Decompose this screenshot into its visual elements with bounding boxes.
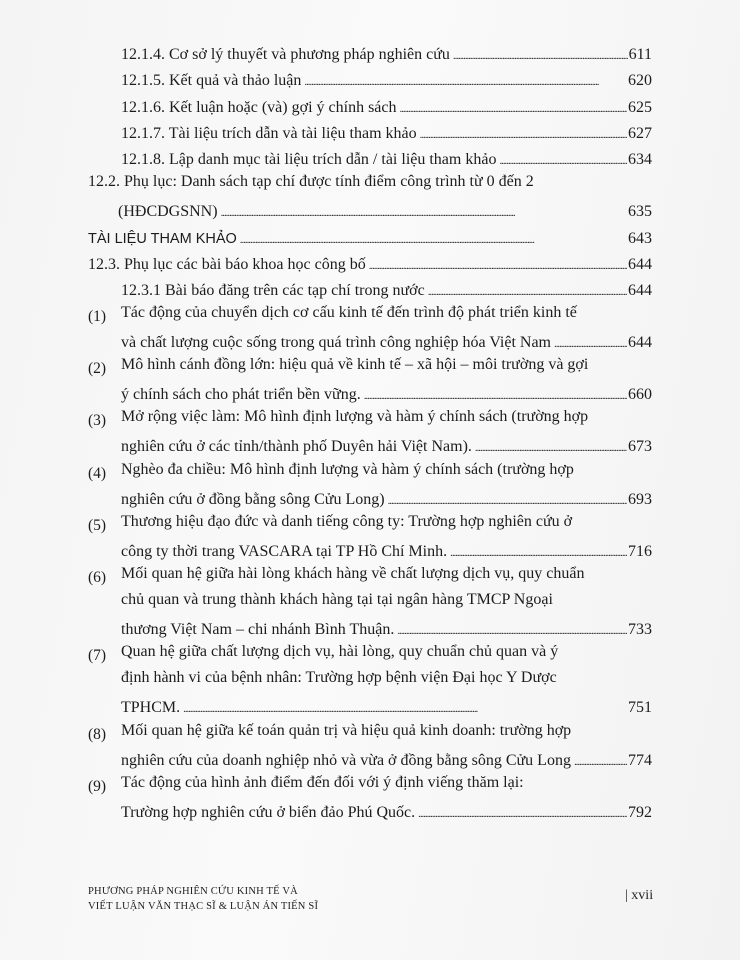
toc-entry-12-3-1[interactable] [121, 278, 652, 303]
dot-leader [450, 539, 627, 564]
toc-page-number: 625 [628, 99, 652, 116]
paper-title: Mối quan hệ giữa hài lòng khách hàng về chất lượng dịch vụ, quy chuẩn [121, 565, 585, 582]
paper-title-cont: nghiên cứu ở các tỉnh/thành phố Duyên hải Việt Nam). [121, 438, 472, 455]
paper-title-cont: TPHCM. [121, 699, 181, 716]
toc-entry-line [118, 199, 652, 224]
toc-entry-line [121, 800, 652, 825]
paper-number: (6) [88, 569, 107, 586]
paper-title-cont: công ty thời trang VASCARA tại TP Hồ Chí Minh. [121, 543, 448, 560]
toc-entry-title-cont: (HĐCDGSNN) [118, 203, 218, 220]
toc-entry-title: 12.3.1 Bài báo đăng trên các tạp chí trong nước [121, 282, 425, 299]
toc-entry-line [121, 695, 652, 720]
toc-entry-line [121, 408, 652, 433]
dot-leader [388, 487, 627, 512]
toc-entry-line [121, 774, 652, 799]
paper-title-cont: nghiên cứu của doanh nghiệp nhỏ và vừa ở đồng bằng sông Cửu Long [121, 752, 571, 769]
toc-entry-title: 12.1.7. Tài liệu trích dẫn và tài liệu tham khảo [121, 125, 417, 142]
dot-leader [574, 748, 627, 773]
toc-entry-12-3[interactable] [88, 252, 652, 277]
paper-title-cont: thương Việt Nam – chi nhánh Bình Thuận. [121, 621, 395, 638]
paper-title: Tác động của chuyển dịch cơ cấu kinh tế đến trình độ phát triển kinh tế [121, 304, 577, 321]
toc-entry-line [121, 356, 652, 381]
toc-page-number: 634 [628, 151, 652, 168]
toc-page-number: 673 [628, 438, 652, 455]
paper-title-cont: chủ quan và trung thành khách hàng tại tại ngân hàng TMCP Ngoại [121, 591, 553, 608]
toc-page-number: 716 [628, 543, 652, 560]
footer-line-2: VIẾT LUẬN VĂN THẠC SĨ & LUẬN ÁN TIẾN SĨ [88, 901, 319, 912]
paper-title: Thương hiệu đạo đức và danh tiếng công ty: Trường hợp nghiên cứu ở [121, 513, 573, 530]
toc-entry-line [121, 643, 652, 668]
paper-title-cont: định hành vi của bệnh nhân: Trường hợp bệnh viện Đại học Y Dược [121, 669, 557, 686]
toc-page-number: 644 [628, 282, 652, 299]
paper-number: (4) [88, 465, 107, 482]
toc-entry-references[interactable] [88, 226, 652, 251]
paper-title: Mở rộng việc làm: Mô hình định lượng và hàm ý chính sách (trường hợp [121, 408, 589, 425]
dot-leader [397, 617, 627, 642]
toc-entry-line [121, 669, 652, 694]
toc-page-number: 644 [628, 334, 652, 351]
toc-entry-12-1-4[interactable] [121, 42, 652, 67]
toc-entry-title: 12.1.6. Kết luận hoặc (và) gợi ý chính sách [121, 99, 397, 116]
paper-number: (1) [88, 308, 107, 325]
paper-title: Mối quan hệ giữa kế toán quản trị và hiệu quả kinh doanh: trường hợp [121, 722, 572, 739]
paper-number: (8) [88, 726, 107, 743]
toc-entry-title: 12.2. Phụ lục: Danh sách tạp chí được tính điểm công trình từ 0 đến 2 [88, 173, 534, 190]
toc-entry-line [121, 330, 652, 355]
dot-leader [428, 278, 627, 303]
dot-leader [475, 434, 627, 459]
toc-entry-12-1-8[interactable] [121, 147, 652, 172]
toc-page-number: 693 [628, 491, 652, 508]
dot-leader [240, 226, 627, 251]
toc-entry-line [121, 748, 652, 773]
dot-leader [554, 330, 627, 355]
toc-page-number: 611 [628, 46, 652, 63]
toc-page-number: 627 [628, 125, 652, 142]
dot-leader [453, 42, 628, 67]
toc-entry-12-1-6[interactable] [121, 95, 652, 120]
paper-title-cont: nghiên cứu ở đồng bằng sông Cửu Long) [121, 491, 385, 508]
toc-page-number: 660 [628, 386, 652, 403]
toc-page-number: 644 [628, 256, 652, 273]
paper-number: (2) [88, 360, 107, 377]
toc-entry-line [121, 617, 652, 642]
toc-page-number: 751 [628, 699, 652, 716]
toc-entry-12-1-7[interactable] [121, 121, 652, 146]
toc-entry-line [121, 382, 652, 407]
toc-entry-line [121, 565, 652, 590]
toc-entry-title: 12.1.5. Kết quả và thảo luận [121, 72, 302, 89]
toc-entry-line [121, 434, 652, 459]
toc-entry-line [121, 304, 652, 329]
paper-title-cont: ý chính sách cho phát triển bền vững. [121, 386, 361, 403]
toc-page-number: 635 [628, 203, 652, 220]
paper-number: (9) [88, 778, 107, 795]
toc-entry-title: TÀI LIỆU THAM KHẢO [88, 231, 237, 247]
toc-entry-line [121, 513, 652, 538]
dot-leader [400, 95, 628, 120]
dot-leader [304, 68, 627, 93]
toc-entry-title: 12.3. Phụ lục các bài báo khoa học công bố [88, 256, 366, 273]
toc-entry-12-1-5[interactable] [121, 68, 652, 93]
paper-title-cont: Trường hợp nghiên cứu ở biển đảo Phú Quốc. [121, 804, 416, 821]
toc-page-number: 733 [628, 621, 652, 638]
dot-leader [221, 199, 627, 224]
dot-leader [369, 252, 627, 277]
dot-leader [418, 800, 627, 825]
dot-leader [364, 382, 627, 407]
paper-number: (5) [88, 517, 107, 534]
toc-entry-title: 12.1.8. Lập danh mục tài liệu trích dẫn / tài liệu tham khảo [121, 151, 497, 168]
toc-entry-line [121, 487, 652, 512]
dot-leader [499, 147, 627, 172]
dot-leader [420, 121, 627, 146]
toc-entry-line [121, 539, 652, 564]
toc-entry-line [121, 722, 652, 747]
paper-number: (7) [88, 647, 107, 664]
paper-title-cont: và chất lượng cuộc sống trong quá trình công nghiệp hóa Việt Nam [121, 334, 551, 351]
toc-entry-title: 12.1.4. Cơ sở lý thuyết và phương pháp nghiên cứu [121, 46, 450, 63]
footer-page-number: | xvii [625, 888, 654, 903]
paper-number: (3) [88, 412, 107, 429]
dot-leader [183, 695, 627, 720]
toc-page-number: 643 [628, 230, 652, 247]
toc-entry-line [88, 173, 652, 198]
toc-page-number: 774 [628, 752, 652, 769]
paper-title: Nghèo đa chiều: Mô hình định lượng và hàm ý chính sách (trường hợp [121, 461, 574, 478]
footer-line-1: PHƯƠNG PHÁP NGHIÊN CỨU KINH TẾ VÀ [88, 886, 298, 897]
paper-title: Tác động của hình ảnh điểm đến đối với ý định viếng thăm lại: [121, 774, 524, 791]
toc-page-number: 620 [628, 72, 652, 89]
running-footer-title [88, 884, 318, 914]
paper-title: Quan hệ giữa chất lượng dịch vụ, hài lòng, quy chuẩn chủ quan và ý [121, 643, 559, 660]
toc-entry-line [121, 591, 652, 616]
toc-page-number: 792 [628, 804, 652, 821]
toc-entry-line [121, 461, 652, 486]
paper-title: Mô hình cánh đồng lớn: hiệu quả về kinh tế – xã hội – môi trường và gợi [121, 356, 589, 373]
